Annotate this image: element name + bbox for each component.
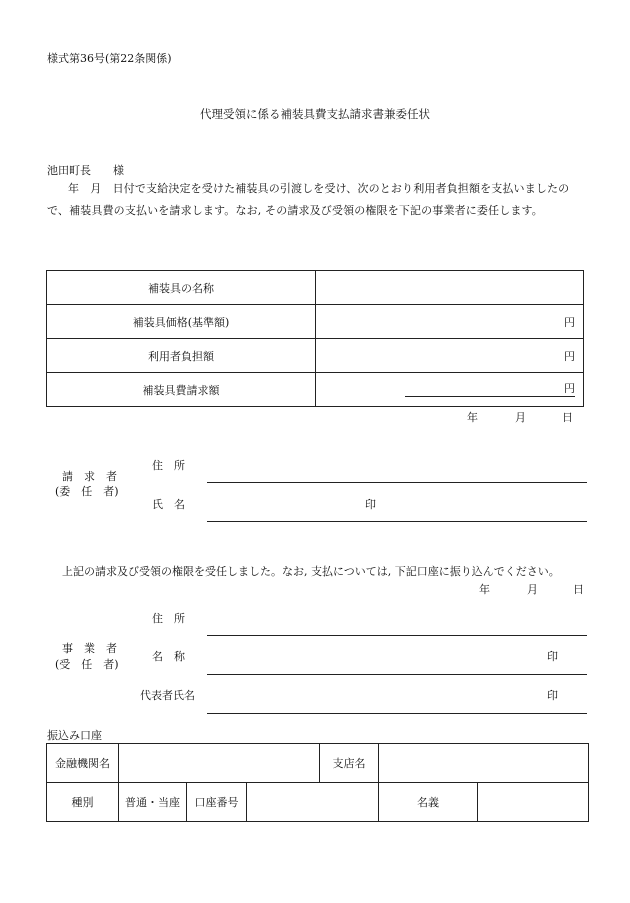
account-type-options[interactable]: 普通・当座 <box>119 783 187 822</box>
request-body-text: 年 月 日付で支給決定を受けた補装具の引渡しを受け、次のとおり利用者負担額を支払いましたので、補装具費の支払いを請求します。なお, その請求及び受領の権限を下記の事業者に委任します。 <box>47 182 570 217</box>
claim-amount-field[interactable] <box>316 373 584 407</box>
business-name-label: 名 称 <box>152 650 185 663</box>
user-burden-field[interactable] <box>316 339 584 373</box>
date2-year: 年 <box>479 583 490 596</box>
table-row <box>47 271 584 305</box>
addressee: 池田町長 様 <box>47 164 124 177</box>
device-name-label: 補装具の名称 <box>47 271 316 305</box>
claimant-name-line[interactable] <box>207 521 587 522</box>
yen-unit: 円 <box>405 382 575 397</box>
table-row <box>47 305 584 339</box>
business-name-line[interactable] <box>207 674 587 675</box>
yen-unit: 円 <box>564 349 575 363</box>
claimant-role-sub: (委 任 者) <box>55 485 119 498</box>
assistive-device-amount-table <box>46 270 584 407</box>
representative-name-line[interactable] <box>207 713 587 714</box>
bank-branch-label: 支店名 <box>320 744 379 783</box>
date1-year: 年 <box>467 411 478 424</box>
device-name-field[interactable] <box>316 271 584 305</box>
table-row <box>47 339 584 373</box>
claimant-address-label: 住 所 <box>152 459 185 472</box>
business-address-label: 住 所 <box>152 612 185 625</box>
device-price-label: 補装具価格(基準額) <box>47 305 316 339</box>
account-type-label: 種別 <box>47 783 119 822</box>
bank-account-heading: 振込み口座 <box>47 729 102 742</box>
business-role-sub: (受 任 者) <box>55 658 119 671</box>
bank-institution-field[interactable] <box>119 744 320 783</box>
yen-unit: 円 <box>564 315 575 329</box>
date1-day: 日 <box>562 411 573 424</box>
claimant-seal-mark: 印 <box>365 498 376 511</box>
account-holder-label: 名義 <box>379 783 478 822</box>
bank-account-table <box>46 743 589 822</box>
document-title: 代理受領に係る補装具費支払請求書兼委任状 <box>200 107 430 121</box>
account-number-label: 口座番号 <box>187 783 247 822</box>
date2-day: 日 <box>573 583 584 596</box>
business-name-seal-mark: 印 <box>547 650 558 663</box>
claim-amount-label: 補装具費請求額 <box>47 373 316 407</box>
user-burden-label: 利用者負担額 <box>47 339 316 373</box>
business-role: 事 業 者 <box>62 642 117 655</box>
representative-name-label: 代表者氏名 <box>140 689 195 702</box>
account-holder-field[interactable] <box>478 783 589 822</box>
form-number: 様式第36号(第22条関係) <box>47 52 172 65</box>
representative-seal-mark: 印 <box>547 689 558 702</box>
device-price-field[interactable] <box>316 305 584 339</box>
claimant-address-line[interactable] <box>207 482 587 483</box>
date2-month: 月 <box>527 583 538 596</box>
table-row <box>47 744 589 783</box>
business-address-line[interactable] <box>207 635 587 636</box>
account-number-field[interactable] <box>247 783 379 822</box>
date1-month: 月 <box>515 411 526 424</box>
bank-branch-field[interactable] <box>379 744 589 783</box>
acceptance-text: 上記の請求及び受領の権限を受任しました。なお, 支払については, 下記口座に振り込んでください。 <box>62 565 560 578</box>
table-row <box>47 783 589 822</box>
claimant-role: 請 求 者 <box>62 470 117 483</box>
bank-institution-label: 金融機関名 <box>47 744 119 783</box>
table-row <box>47 373 584 407</box>
claimant-name-label: 氏 名 <box>152 498 185 511</box>
